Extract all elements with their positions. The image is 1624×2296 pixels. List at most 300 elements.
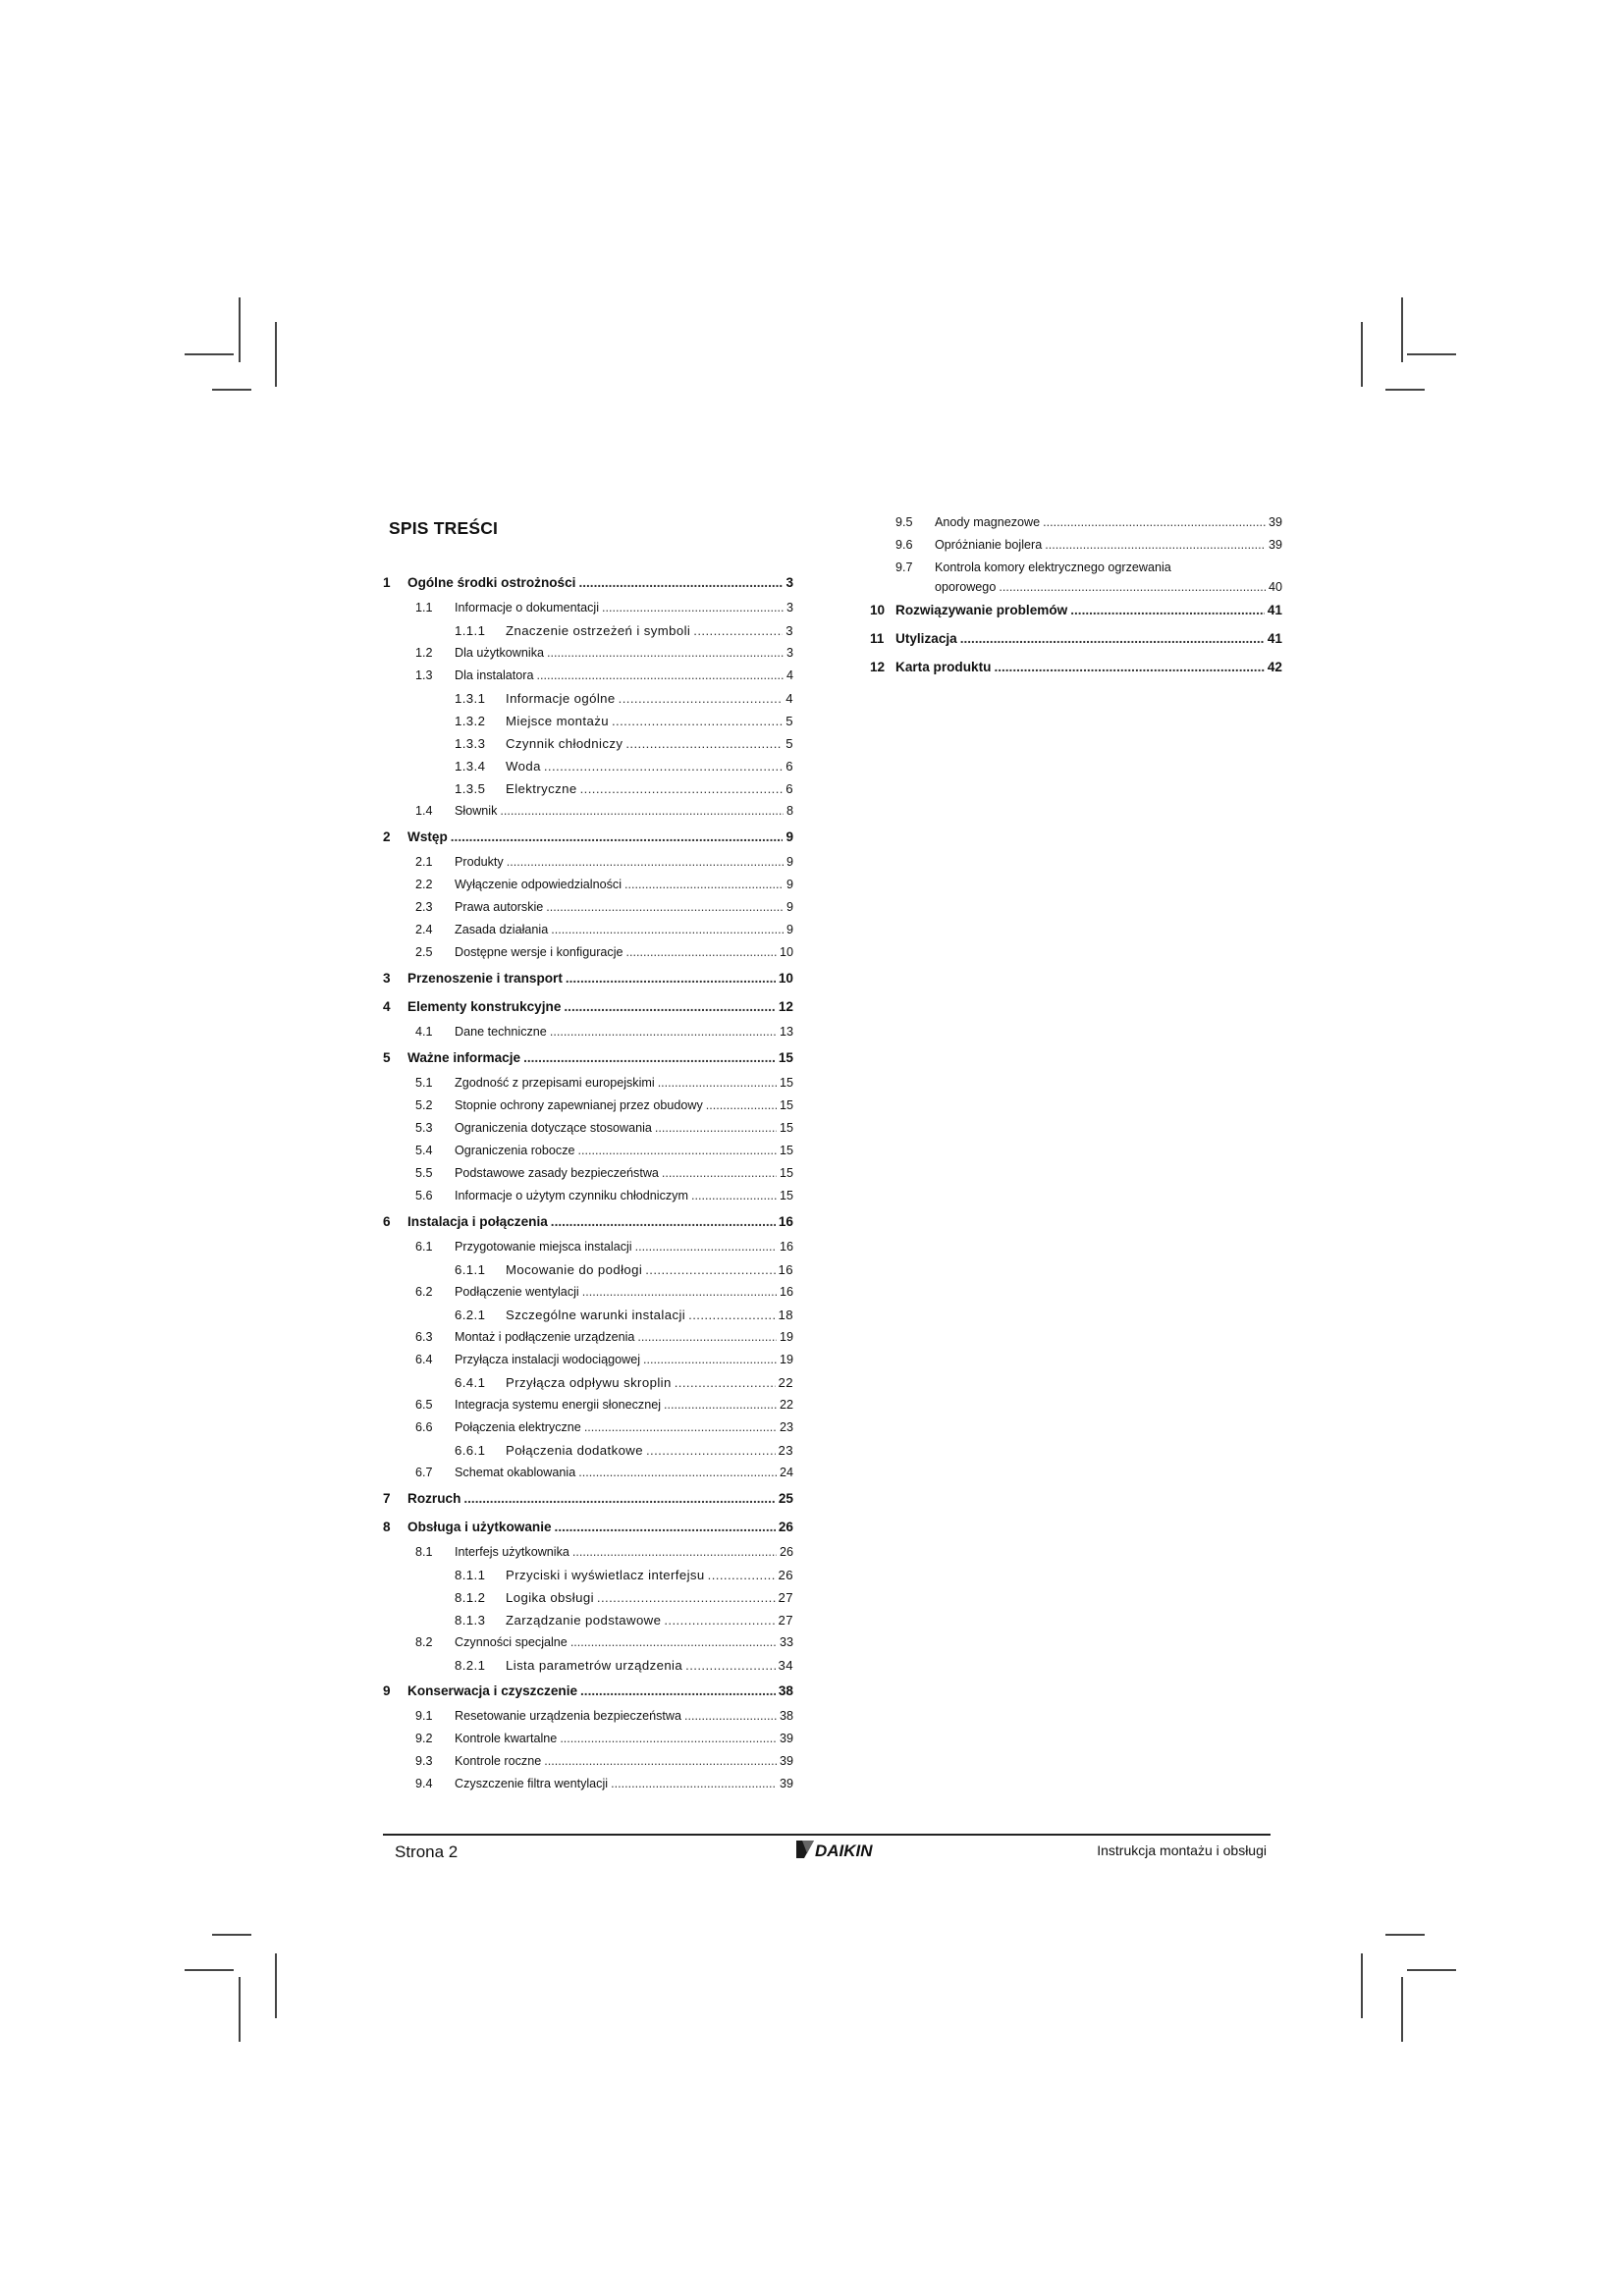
footer-document-title: Instrukcja montażu i obsługi xyxy=(1097,1842,1267,1858)
toc-entry-page: 26 xyxy=(779,1545,793,1559)
toc-entry-page: 15 xyxy=(779,1166,793,1180)
toc-entry-page: 42 xyxy=(1267,660,1282,674)
toc-leader-dots xyxy=(691,1189,777,1202)
toc-entry-number: 8.1.1 xyxy=(455,1568,486,1582)
crop-mark xyxy=(1407,353,1456,355)
toc-entry-number: 2.3 xyxy=(415,900,433,914)
toc-entry-title: Dostępne wersje i konfiguracje xyxy=(455,945,623,959)
toc-entry-page: 6 xyxy=(785,781,793,796)
toc-entry[interactable] xyxy=(383,736,793,759)
toc-entry-number: 5 xyxy=(383,1050,391,1065)
toc-entry-number: 6.1 xyxy=(415,1240,433,1254)
toc-entry-number: 1.2 xyxy=(415,646,433,660)
toc-entry-page: 15 xyxy=(779,1144,793,1157)
toc-column-left xyxy=(383,575,793,1799)
toc-entry-page: 27 xyxy=(778,1590,793,1605)
crop-mark xyxy=(1361,322,1363,387)
toc-entry-number: 6.2.1 xyxy=(455,1308,486,1322)
toc-entry-title: Szczególne warunki instalacji xyxy=(506,1308,686,1322)
crop-mark xyxy=(212,389,251,391)
toc-entry[interactable] xyxy=(383,900,793,923)
toc-entry-page: 8 xyxy=(785,804,793,818)
toc-leader-dots xyxy=(544,1754,777,1768)
toc-entry-title: Anody magnezowe xyxy=(935,515,1041,529)
toc-entry-title: Karta produktu xyxy=(895,660,992,674)
toc-entry-number: 9.6 xyxy=(895,538,913,552)
toc-leader-dots xyxy=(994,660,1264,674)
toc-column-right xyxy=(870,515,1282,685)
crop-mark xyxy=(1385,1934,1425,1936)
toc-entry-page: 39 xyxy=(779,1777,793,1790)
toc-entry-title: Prawa autorskie xyxy=(455,900,544,914)
toc-entry[interactable] xyxy=(383,1353,793,1375)
toc-leader-dots xyxy=(688,1308,775,1322)
toc-chapter-entry[interactable] xyxy=(383,575,793,601)
crop-mark xyxy=(1407,1969,1456,1971)
toc-entry-title: Lista parametrów urządzenia xyxy=(506,1658,683,1673)
toc-leader-dots xyxy=(662,1166,777,1180)
toc-chapter-entry[interactable] xyxy=(870,631,1282,657)
toc-entry-number: 1.3.1 xyxy=(455,691,486,706)
toc-entry[interactable] xyxy=(383,1375,793,1398)
toc-chapter-entry[interactable] xyxy=(870,603,1282,628)
toc-leader-dots xyxy=(560,1732,777,1745)
toc-entry-title: Przyłącza odpływu skroplin xyxy=(506,1375,672,1390)
toc-entry[interactable] xyxy=(383,1240,793,1262)
toc-entry-number: 8.1 xyxy=(415,1545,433,1559)
daikin-logo xyxy=(794,1838,898,1861)
toc-entry[interactable] xyxy=(383,1144,793,1166)
toc-entry-title: Wyłączenie odpowiedzialności xyxy=(455,878,622,891)
toc-leader-dots xyxy=(684,1709,777,1723)
toc-leader-dots xyxy=(507,855,784,869)
crop-mark xyxy=(212,1934,251,1936)
toc-entry-page: 26 xyxy=(778,1568,793,1582)
toc-entry-page: 4 xyxy=(785,668,793,682)
toc-entry-number: 6.7 xyxy=(415,1466,433,1479)
toc-entry-number: 4 xyxy=(383,999,391,1014)
toc-entry-number: 6.1.1 xyxy=(455,1262,486,1277)
toc-entry[interactable] xyxy=(383,691,793,714)
toc-entry-page: 9 xyxy=(785,900,793,914)
toc-entry[interactable] xyxy=(383,759,793,781)
toc-entry-title: Zarządzanie podstawowe xyxy=(506,1613,662,1628)
toc-entry-number: 6.6.1 xyxy=(455,1443,486,1458)
toc-entry-title: Konserwacja i czyszczenie xyxy=(407,1683,578,1698)
toc-entry-page: 38 xyxy=(778,1683,793,1698)
toc-entry-page: 12 xyxy=(778,999,793,1014)
crop-mark xyxy=(239,297,241,362)
toc-entry-page: 19 xyxy=(779,1353,793,1366)
toc-entry-number: 8.1.3 xyxy=(455,1613,486,1628)
logo-wordmark: DAIKIN xyxy=(815,1842,873,1860)
crop-mark xyxy=(185,353,234,355)
toc-leader-dots xyxy=(706,1098,777,1112)
toc-entry[interactable] xyxy=(383,1545,793,1568)
toc-entry[interactable] xyxy=(870,561,1282,600)
toc-entry-title: Czynnik chłodniczy xyxy=(506,736,623,751)
toc-entry-page: 9 xyxy=(785,878,793,891)
toc-entry-number: 9.2 xyxy=(415,1732,433,1745)
toc-entry-page: 15 xyxy=(779,1189,793,1202)
toc-entry-page: 15 xyxy=(779,1121,793,1135)
toc-entry-number: 6.3 xyxy=(415,1330,433,1344)
toc-entry-title: Dla instalatora xyxy=(455,668,534,682)
toc-leader-dots xyxy=(580,781,784,796)
toc-leader-dots xyxy=(500,804,784,818)
toc-leader-dots xyxy=(1045,538,1266,552)
toc-leader-dots xyxy=(664,1398,777,1412)
toc-leader-dots xyxy=(658,1076,777,1090)
toc-entry-number: 6.4 xyxy=(415,1353,433,1366)
toc-entry-number: 1.3.5 xyxy=(455,781,486,796)
toc-leader-dots xyxy=(566,971,776,986)
toc-entry-page: 33 xyxy=(779,1635,793,1649)
toc-entry[interactable] xyxy=(383,1568,793,1590)
toc-entry-page: 22 xyxy=(779,1398,793,1412)
toc-entry-number: 6.2 xyxy=(415,1285,433,1299)
toc-entry-number: 11 xyxy=(870,631,885,646)
toc-chapter-entry[interactable] xyxy=(383,999,793,1025)
crop-mark xyxy=(1401,297,1403,362)
toc-entry[interactable] xyxy=(383,878,793,900)
toc-entry-number: 6.5 xyxy=(415,1398,433,1412)
crop-mark xyxy=(239,1977,241,2042)
toc-entry-title: Informacje o użytym czynniku chłodniczym xyxy=(455,1189,688,1202)
toc-entry-title: Dane techniczne xyxy=(455,1025,547,1039)
toc-entry-title: Czynności specjalne xyxy=(455,1635,568,1649)
toc-entry-page: 38 xyxy=(779,1709,793,1723)
toc-entry-title: Kontrole kwartalne xyxy=(455,1732,558,1745)
toc-entry-page: 16 xyxy=(778,1214,793,1229)
toc-entry[interactable] xyxy=(383,1754,793,1777)
toc-entry[interactable] xyxy=(383,855,793,878)
toc-entry-title: Interfejs użytkownika xyxy=(455,1545,569,1559)
toc-leader-dots xyxy=(578,1144,777,1157)
toc-leader-dots xyxy=(655,1121,777,1135)
toc-entry-number: 1.3.2 xyxy=(455,714,486,728)
toc-entry-number: 9.3 xyxy=(415,1754,433,1768)
toc-leader-dots xyxy=(546,900,784,914)
crop-mark xyxy=(1385,389,1425,391)
toc-entry[interactable] xyxy=(383,1285,793,1308)
toc-entry-page: 41 xyxy=(1267,631,1282,646)
crop-mark xyxy=(1361,1953,1363,2018)
toc-entry[interactable] xyxy=(383,1466,793,1488)
toc-entry-title: Miejsce montażu xyxy=(506,714,609,728)
toc-entry-number: 4.1 xyxy=(415,1025,433,1039)
toc-chapter-entry[interactable] xyxy=(383,1214,793,1240)
toc-entry-number: 2 xyxy=(383,829,391,844)
toc-leader-dots xyxy=(551,1214,776,1229)
toc-leader-dots xyxy=(584,1420,777,1434)
toc-leader-dots xyxy=(646,1443,776,1458)
toc-entry-title: Kontrole roczne xyxy=(455,1754,542,1768)
toc-entry-page: 40 xyxy=(1268,580,1282,594)
toc-entry-title: Stopnie ochrony zapewnianej przez obudowy xyxy=(455,1098,703,1112)
toc-leader-dots xyxy=(611,1777,777,1790)
toc-entry-page: 18 xyxy=(778,1308,793,1322)
toc-entry-page: 13 xyxy=(779,1025,793,1039)
toc-entry-title: Połączenia dodatkowe xyxy=(506,1443,643,1458)
toc-entry-number: 1.3 xyxy=(415,668,433,682)
toc-entry-page: 16 xyxy=(778,1262,793,1277)
toc-entry-page: 22 xyxy=(778,1375,793,1390)
toc-entry-page: 10 xyxy=(778,971,793,986)
toc-entry-number: 9.7 xyxy=(895,561,913,574)
toc-entry-page: 9 xyxy=(785,855,793,869)
toc-entry-page: 15 xyxy=(779,1076,793,1090)
toc-entry-page: 23 xyxy=(779,1420,793,1434)
toc-entry-number: 1.3.3 xyxy=(455,736,486,751)
toc-title: SPIS TREŚCI xyxy=(389,518,499,538)
toc-chapter-entry[interactable] xyxy=(383,971,793,996)
toc-entry-page: 3 xyxy=(785,646,793,660)
toc-entry-title: Produkty xyxy=(455,855,504,869)
toc-leader-dots xyxy=(708,1568,776,1582)
crop-mark xyxy=(275,322,277,387)
toc-leader-dots xyxy=(626,945,777,959)
toc-entry-title: Rozwiązywanie problemów xyxy=(895,603,1068,617)
toc-entry-number: 5.2 xyxy=(415,1098,433,1112)
toc-chapter-entry[interactable] xyxy=(383,1050,793,1076)
toc-entry[interactable] xyxy=(383,1098,793,1121)
toc-chapter-entry[interactable] xyxy=(383,1683,793,1709)
toc-entry-number: 5.4 xyxy=(415,1144,433,1157)
toc-entry-page: 25 xyxy=(778,1491,793,1506)
toc-entry-title: Montaż i podłączenie urządzenia xyxy=(455,1330,635,1344)
toc-entry-page: 23 xyxy=(778,1443,793,1458)
toc-leader-dots xyxy=(572,1545,777,1559)
toc-entry[interactable] xyxy=(383,1121,793,1144)
toc-entry-title: Przyciski i wyświetlacz interfejsu xyxy=(506,1568,705,1582)
toc-entry[interactable] xyxy=(383,781,793,804)
footer-divider xyxy=(383,1834,1271,1836)
toc-entry-number: 1.1.1 xyxy=(455,623,486,638)
toc-leader-dots xyxy=(578,575,783,590)
toc-entry[interactable] xyxy=(383,714,793,736)
toc-entry-page: 4 xyxy=(785,691,793,706)
toc-entry[interactable] xyxy=(383,945,793,968)
toc-entry-title-continued: oporowego xyxy=(935,580,997,594)
toc-leader-dots xyxy=(643,1353,777,1366)
toc-entry-page: 10 xyxy=(779,945,793,959)
toc-entry-number: 3 xyxy=(383,971,391,986)
toc-entry-number: 5.3 xyxy=(415,1121,433,1135)
toc-entry-page: 16 xyxy=(779,1285,793,1299)
toc-entry-page: 6 xyxy=(785,759,793,774)
toc-entry[interactable] xyxy=(383,1443,793,1466)
toc-entry-page: 39 xyxy=(1268,515,1282,529)
toc-entry[interactable] xyxy=(383,923,793,945)
toc-entry-number: 6.6 xyxy=(415,1420,433,1434)
toc-entry-title: Słownik xyxy=(455,804,498,818)
toc-entry-title: Mocowanie do podłogi xyxy=(506,1262,643,1277)
toc-entry-number: 12 xyxy=(870,660,886,674)
toc-entry-number: 8 xyxy=(383,1520,391,1534)
toc-entry-title: Ważne informacje xyxy=(407,1050,521,1065)
toc-entry-page: 39 xyxy=(1268,538,1282,552)
toc-entry-page: 41 xyxy=(1267,603,1282,617)
toc-leader-dots xyxy=(619,691,784,706)
toc-entry-number: 2.4 xyxy=(415,923,433,936)
toc-entry[interactable] xyxy=(383,1590,793,1613)
toc-entry-title: Ogólne środki ostrożności xyxy=(407,575,576,590)
toc-entry[interactable] xyxy=(383,1308,793,1330)
toc-leader-dots xyxy=(582,1285,777,1299)
toc-entry-title: Informacje o dokumentacji xyxy=(455,601,599,614)
toc-entry-title: Opróżnianie bojlera xyxy=(935,538,1043,552)
toc-entry[interactable] xyxy=(383,668,793,691)
toc-entry-title: Podstawowe zasady bezpieczeństwa xyxy=(455,1166,659,1180)
toc-leader-dots xyxy=(564,999,775,1014)
toc-entry[interactable] xyxy=(870,515,1282,538)
toc-entry[interactable] xyxy=(383,1732,793,1754)
toc-entry-title: Schemat okablowania xyxy=(455,1466,576,1479)
toc-leader-dots xyxy=(523,1050,776,1065)
toc-entry[interactable] xyxy=(383,601,793,623)
toc-entry-number: 5.5 xyxy=(415,1166,433,1180)
toc-leader-dots xyxy=(537,668,784,682)
toc-entry-page: 5 xyxy=(785,714,793,728)
toc-entry-title: Dla użytkownika xyxy=(455,646,544,660)
toc-entry[interactable] xyxy=(383,1262,793,1285)
toc-entry-number: 9 xyxy=(383,1683,391,1698)
toc-entry-page: 9 xyxy=(785,923,793,936)
toc-entry[interactable] xyxy=(383,1398,793,1420)
toc-entry-number: 9.4 xyxy=(415,1777,433,1790)
toc-leader-dots xyxy=(635,1240,777,1254)
toc-entry[interactable] xyxy=(383,1330,793,1353)
toc-leader-dots xyxy=(547,646,784,660)
toc-entry-number: 2.1 xyxy=(415,855,433,869)
toc-leader-dots xyxy=(693,623,783,638)
toc-leader-dots xyxy=(463,1491,776,1506)
toc-chapter-entry[interactable] xyxy=(383,1520,793,1545)
toc-entry-page: 19 xyxy=(779,1330,793,1344)
toc-entry-number: 8.2 xyxy=(415,1635,433,1649)
toc-entry-number: 1 xyxy=(383,575,391,590)
footer-page-number: Strona 2 xyxy=(395,1842,459,1861)
toc-entry-number: 6 xyxy=(383,1214,391,1229)
toc-leader-dots xyxy=(645,1262,775,1277)
toc-entry[interactable] xyxy=(383,1613,793,1635)
toc-leader-dots xyxy=(624,878,784,891)
toc-entry-page: 3 xyxy=(785,623,793,638)
toc-entry-number: 1.1 xyxy=(415,601,433,614)
toc-leader-dots xyxy=(550,1025,777,1039)
toc-entry-number: 6.4.1 xyxy=(455,1375,486,1390)
toc-entry-page: 9 xyxy=(785,829,793,844)
toc-entry-number: 8.1.2 xyxy=(455,1590,486,1605)
toc-entry-page: 39 xyxy=(779,1754,793,1768)
toc-entry-title: Informacje ogólne xyxy=(506,691,616,706)
toc-entry[interactable] xyxy=(383,1635,793,1658)
toc-entry-title: Ograniczenia robocze xyxy=(455,1144,575,1157)
toc-leader-dots xyxy=(960,631,1265,646)
toc-entry-title: Przenoszenie i transport xyxy=(407,971,563,986)
toc-entry[interactable] xyxy=(383,1777,793,1799)
toc-chapter-entry[interactable] xyxy=(870,660,1282,685)
toc-entry-title: Instalacja i połączenia xyxy=(407,1214,548,1229)
toc-entry-title: Zasada działania xyxy=(455,923,549,936)
toc-entry-number: 9.5 xyxy=(895,515,913,529)
toc-entry-title: Połączenia elektryczne xyxy=(455,1420,581,1434)
toc-entry-title: Kontrola komory elektrycznego ogrzewania xyxy=(935,561,1171,574)
toc-entry-title: Podłączenie wentylacji xyxy=(455,1285,579,1299)
toc-entry-page: 15 xyxy=(778,1050,793,1065)
toc-leader-dots xyxy=(625,736,783,751)
crop-mark xyxy=(185,1969,234,1971)
toc-entry[interactable] xyxy=(383,646,793,668)
toc-entry-page: 27 xyxy=(778,1613,793,1628)
toc-leader-dots xyxy=(1043,515,1266,529)
toc-entry-title: Obsługa i użytkowanie xyxy=(407,1520,552,1534)
toc-entry-page: 3 xyxy=(785,601,793,614)
toc-entry-title: Ograniczenia dotyczące stosowania xyxy=(455,1121,652,1135)
toc-leader-dots xyxy=(999,580,1266,594)
crop-mark xyxy=(1401,1977,1403,2042)
toc-entry[interactable] xyxy=(383,1076,793,1098)
toc-entry-title: Czyszczenie filtra wentylacji xyxy=(455,1777,609,1790)
toc-entry-number: 2.5 xyxy=(415,945,433,959)
toc-leader-dots xyxy=(602,601,784,614)
toc-entry[interactable] xyxy=(383,1658,793,1681)
toc-entry-page: 16 xyxy=(779,1240,793,1254)
toc-entry-title: Zgodność z przepisami europejskimi xyxy=(455,1076,655,1090)
toc-entry[interactable] xyxy=(383,1189,793,1211)
toc-entry-page: 3 xyxy=(785,575,793,590)
toc-entry-number: 9.1 xyxy=(415,1709,433,1723)
toc-entry-number: 10 xyxy=(870,603,886,617)
toc-entry-title: Resetowanie urządzenia bezpieczeństwa xyxy=(455,1709,682,1723)
toc-leader-dots xyxy=(675,1375,776,1390)
toc-entry-number: 1.4 xyxy=(415,804,433,818)
toc-leader-dots xyxy=(685,1658,775,1673)
toc-entry[interactable] xyxy=(870,538,1282,561)
toc-entry-page: 5 xyxy=(785,736,793,751)
toc-entry[interactable] xyxy=(383,1709,793,1732)
toc-leader-dots xyxy=(544,759,783,774)
toc-leader-dots xyxy=(664,1613,775,1628)
toc-entry-number: 8.2.1 xyxy=(455,1658,486,1673)
toc-chapter-entry[interactable] xyxy=(383,1491,793,1517)
toc-leader-dots xyxy=(555,1520,776,1534)
toc-leader-dots xyxy=(551,923,784,936)
toc-entry[interactable] xyxy=(383,1420,793,1443)
toc-entry-page: 15 xyxy=(779,1098,793,1112)
toc-entry-title: Przyłącza instalacji wodociągowej xyxy=(455,1353,640,1366)
toc-leader-dots xyxy=(580,1683,776,1698)
toc-entry-title: Wstęp xyxy=(407,829,448,844)
toc-entry-title: Przygotowanie miejsca instalacji xyxy=(455,1240,632,1254)
toc-entry-number: 5.1 xyxy=(415,1076,433,1090)
toc-leader-dots xyxy=(1070,603,1265,617)
toc-leader-dots xyxy=(637,1330,777,1344)
toc-entry-title: Elementy konstrukcyjne xyxy=(407,999,562,1014)
toc-leader-dots xyxy=(570,1635,777,1649)
toc-leader-dots xyxy=(612,714,783,728)
toc-chapter-entry[interactable] xyxy=(383,829,793,855)
toc-entry[interactable] xyxy=(383,804,793,827)
toc-entry-title: Woda xyxy=(506,759,541,774)
toc-entry-page: 26 xyxy=(778,1520,793,1534)
toc-entry-title: Rozruch xyxy=(407,1491,461,1506)
toc-entry[interactable] xyxy=(383,1166,793,1189)
toc-entry[interactable] xyxy=(383,1025,793,1047)
toc-entry[interactable] xyxy=(383,623,793,646)
toc-leader-dots xyxy=(597,1590,776,1605)
